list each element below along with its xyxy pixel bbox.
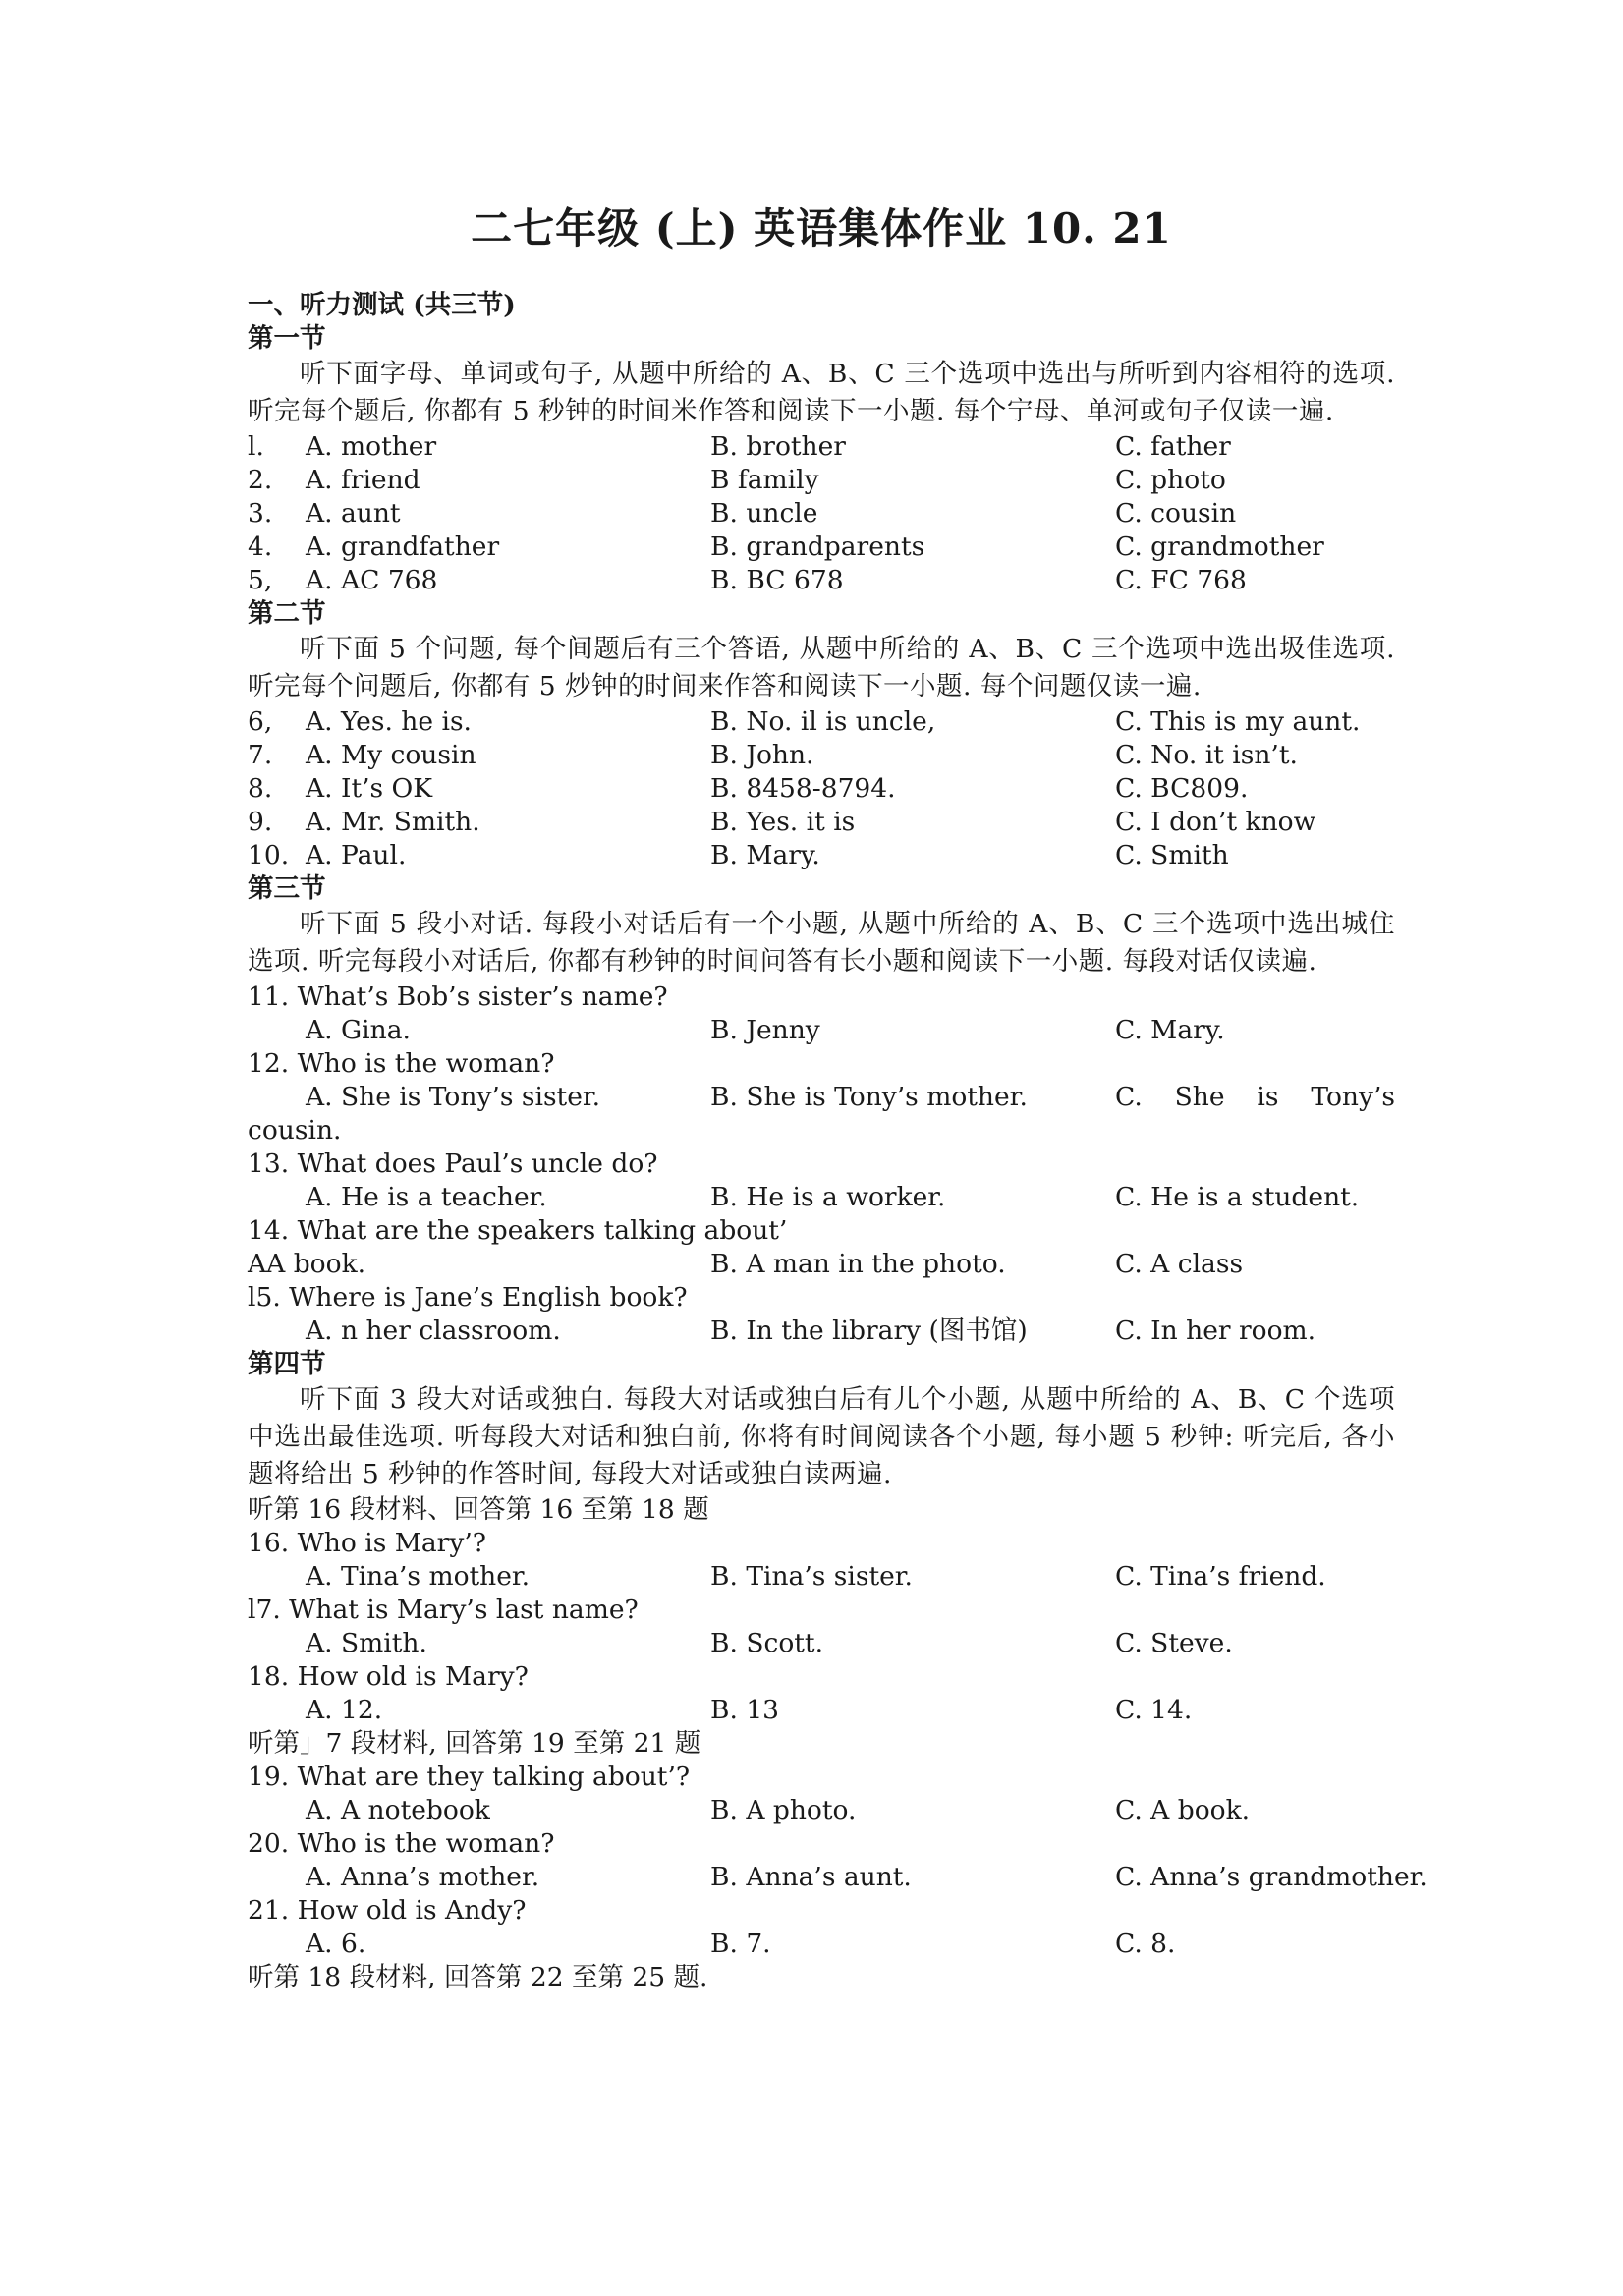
section-heading: 一、听力测试 (共三节): [248, 290, 516, 320]
option-b: B. brother: [710, 431, 846, 462]
question-row: [248, 806, 1395, 839]
option-c: C. Steve.: [1115, 1628, 1233, 1658]
question-stem: 14. What are the speakers talking about’: [248, 1215, 788, 1246]
options-row: [248, 1694, 1395, 1727]
options-row: [248, 1248, 1395, 1281]
question-stem: 16. Who is Mary’?: [248, 1528, 486, 1558]
option-c: C. Smith: [1115, 840, 1229, 870]
option-b: B. A photo.: [710, 1795, 857, 1825]
option-b: B. 8458-8794.: [710, 773, 896, 804]
option-a: A. It’s OK: [306, 773, 433, 804]
option-a: A. friend: [306, 465, 420, 495]
part3-heading: 第三节: [248, 873, 326, 904]
question-row: [248, 497, 1395, 531]
question-stem: 20. Who is the woman?: [248, 1828, 555, 1859]
option-c: C. BC809.: [1115, 773, 1249, 804]
option-b: B. Jenny: [710, 1015, 820, 1045]
option-a: A. Smith.: [306, 1628, 427, 1658]
option-a: A. Yes. he is.: [306, 706, 472, 737]
part4-group: [248, 1727, 1427, 1961]
option-a: A. aunt: [306, 498, 401, 529]
option-c: C. He is a student.: [1115, 1182, 1360, 1212]
closing-line: 听第 18 段材料, 回答第 22 至第 25 题.: [248, 1962, 708, 1992]
option-c: C. father: [1115, 431, 1231, 462]
option-b: B. 7.: [710, 1929, 771, 1959]
option-b: B. John.: [710, 740, 814, 770]
option-a: A. She is Tony’s sister.: [306, 1082, 601, 1112]
question-number: 3.: [248, 498, 273, 529]
option-a: A. Paul.: [306, 840, 407, 870]
question-number: l.: [248, 431, 264, 462]
question-stem: l7. What is Mary’s last name?: [248, 1595, 639, 1625]
part4-group: [248, 1493, 1395, 1727]
option-c: C. grandmother: [1115, 532, 1324, 562]
option-a: A. A notebook: [306, 1795, 490, 1825]
option-b: B. Anna’s aunt.: [710, 1862, 912, 1892]
question-row: [248, 705, 1395, 739]
options-row: [248, 1014, 1395, 1047]
option-b: B. A man in the photo.: [710, 1249, 1006, 1279]
option-b: B. BC 678: [710, 565, 844, 595]
part2-heading: 第二节: [248, 598, 326, 629]
option-b: B. In the library (图书馆): [710, 1316, 1028, 1346]
question-number: 10.: [248, 840, 290, 870]
question-stem: 19. What are they talking about’?: [248, 1762, 691, 1792]
options-row: [248, 1794, 1395, 1827]
part1-heading: 第一节: [248, 323, 326, 354]
option-c: [1115, 1081, 1395, 1114]
question-row: [248, 430, 1395, 464]
question-row: [248, 564, 1395, 597]
option-c: C. A book.: [1115, 1795, 1251, 1825]
option-c: C. Tina’s friend.: [1115, 1561, 1326, 1592]
part1-instruction: 听下面字母、单词或句子, 从题中所给的 A、B、C 三个选项中选出与所听到内容相符的选项. 听完每个题后, 你都有 5 秒钟的时间米作答和阅读下一小题. 每个宁母、单河或句子仅读一遍.: [248, 359, 1395, 426]
part4-heading: 第四节: [248, 1349, 326, 1379]
option-c: C. Anna’s grandmother.: [1115, 1862, 1427, 1892]
option-a: AA book.: [248, 1249, 366, 1279]
options-row: [248, 1928, 1395, 1961]
question-number: 9.: [248, 807, 273, 837]
option-a: A. AC 768: [306, 565, 438, 595]
part2-items: [248, 705, 1395, 872]
question-stem: 13. What does Paul’s uncle do?: [248, 1148, 658, 1179]
question-number: 8.: [248, 773, 273, 804]
option-b: B. uncle: [710, 498, 818, 529]
group-intro: 听第」7 段材料, 回答第 19 至第 21 题: [248, 1728, 701, 1759]
option-c-word: Tony’s: [1311, 1082, 1395, 1112]
option-c-word: C.: [1115, 1082, 1143, 1112]
options-row: [248, 1181, 1395, 1214]
option-b: B. No. il is uncle,: [710, 706, 936, 737]
option-c: C. I don’t know: [1115, 807, 1316, 837]
option-c: C. A class: [1115, 1249, 1244, 1279]
question-row: [248, 464, 1395, 497]
options-row: [248, 1861, 1427, 1894]
question-stem: 11. What’s Bob’s sister’s name?: [248, 981, 668, 1012]
options-row: [248, 1315, 1395, 1348]
question-number: 4.: [248, 532, 273, 562]
option-a: A. He is a teacher.: [306, 1182, 547, 1212]
question-row: [248, 772, 1395, 806]
option-c: C. In her room.: [1115, 1316, 1316, 1346]
option-c-word: is: [1257, 1082, 1279, 1112]
option-c: C. 14.: [1115, 1695, 1193, 1725]
question-number: 2.: [248, 465, 273, 495]
question-number: 6,: [248, 706, 273, 737]
option-b: B. She is Tony’s mother.: [710, 1082, 1028, 1112]
option-c: C. 8.: [1115, 1929, 1176, 1959]
option-a: A. mother: [306, 431, 437, 462]
option-c: C. FC 768: [1115, 565, 1247, 595]
option-a: A. 6.: [306, 1929, 366, 1959]
option-c: C. No. it isn’t.: [1115, 740, 1298, 770]
document-content: [248, 289, 1427, 1994]
question-row: [248, 531, 1395, 564]
option-b: B family: [710, 465, 819, 495]
part1-items: [248, 430, 1395, 597]
question-stem: 18. How old is Mary?: [248, 1661, 529, 1692]
question-row: [248, 839, 1395, 872]
option-c-wrap: cousin.: [248, 1115, 342, 1146]
question-stem: l5. Where is Jane’s English book?: [248, 1282, 688, 1313]
option-c-word: She: [1174, 1082, 1225, 1112]
option-a: A. My cousin: [306, 740, 476, 770]
option-b: B. 13: [710, 1695, 780, 1725]
part3-items: [248, 980, 1395, 1348]
option-c: C. photo: [1115, 465, 1226, 495]
option-b: B. He is a worker.: [710, 1182, 946, 1212]
option-a: A. n her classroom.: [306, 1316, 561, 1346]
options-row: [248, 1627, 1395, 1660]
option-a: A. Mr. Smith.: [306, 807, 480, 837]
option-c: C. cousin: [1115, 498, 1237, 529]
option-c: C. Mary.: [1115, 1015, 1225, 1045]
question-number: 5,: [248, 565, 273, 595]
option-a: A. 12.: [306, 1695, 383, 1725]
option-c: C. This is my aunt.: [1115, 706, 1361, 737]
page-title: 二七年级 (上) 英语集体作业 10. 21: [471, 204, 1172, 252]
option-a: A. Tina’s mother.: [306, 1561, 531, 1592]
option-b: B. Yes. it is: [710, 807, 856, 837]
option-b: B. grandparents: [710, 532, 925, 562]
question-stem: 12. Who is the woman?: [248, 1048, 555, 1079]
question-stem: 21. How old is Andy?: [248, 1895, 527, 1926]
option-b: B. Tina’s sister.: [710, 1561, 913, 1592]
option-a: A. Gina.: [306, 1015, 411, 1045]
group-intro: 听第 16 段材料、回答第 16 至第 18 题: [248, 1494, 709, 1525]
option-a: A. grandfather: [306, 532, 500, 562]
question-number: 7.: [248, 740, 273, 770]
options-row: [248, 1081, 1395, 1114]
question-row: [248, 739, 1395, 772]
options-row: [248, 1560, 1395, 1594]
part2-instruction: 听下面 5 个问题, 每个间题后有三个答语, 从题中所给的 A、B、C 三个选项中选出圾佳选项. 听完每个问题后, 你都有 5 炒钟的时间来作答和阅读下一小题. 每个问题仅读一遍.: [248, 634, 1395, 701]
part3-instruction: 听下面 5 段小对话. 每段小对话后有一个小题, 从题中所给的 A、B、C 三个选项中选出城住选项. 听完每段小对话后, 你都有秒钟的时间问答有长小题和阅读下一小题. 每段对话仅读遍.: [248, 909, 1395, 977]
option-b: B. Mary.: [710, 840, 820, 870]
option-a: A. Anna’s mother.: [306, 1862, 540, 1892]
option-b: B. Scott.: [710, 1628, 823, 1658]
part4-instruction: 听下面 3 段大对话或独白. 每段大对话或独白后有儿个小题, 从题中所给的 A、B、C 个选项中选出最佳选项. 听每段大对话和独白前, 你将有时间阅读各个小题, 每小题 5 秒钟: 听完后, 各小题将给出 5 秒钟的作答时间, 每段大对话或独白读两遍.: [248, 1384, 1395, 1489]
